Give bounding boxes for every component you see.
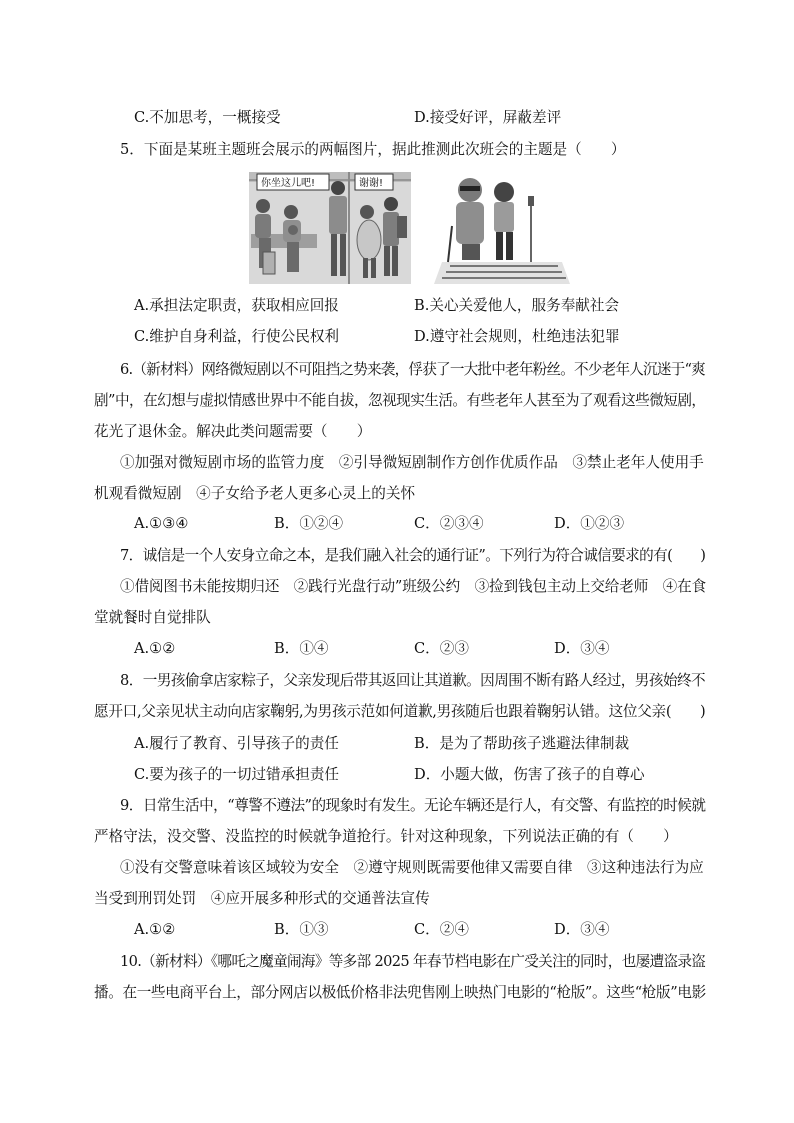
- q8-option-c: C.要为孩子的一切过错承担责任: [134, 766, 340, 783]
- q7-option-a: A.①②: [134, 640, 176, 657]
- q9-option-c: C．②④: [414, 921, 469, 938]
- q7-option-d: D．③④: [554, 640, 610, 657]
- q6-option-c: C．②③④: [414, 515, 484, 532]
- q5-option-b: B.关心关爱他人，服务奉献社会: [414, 297, 620, 314]
- q6-option-b: B．①②④: [274, 515, 344, 532]
- q6-stem-line1: 6.（新材料）网络微短剧以不可阻挡之势来袭，俘获了一大批中老年粉丝。不少老年人沉迷于“爽: [120, 361, 705, 378]
- q4-option-c: C.不加思考，一概接受: [134, 109, 281, 126]
- q5-stem: 5．下面是某班主题班会展示的两幅图片，据此推测此次班会的主题是（ ）: [120, 141, 626, 158]
- q8-option-b: B．是为了帮助孩子逃避法律制裁: [414, 735, 630, 752]
- q9-option-a: A.①②: [134, 921, 176, 938]
- q7-option-b: B．①④: [274, 640, 329, 657]
- q9-stem-line2: 严格守法，没交警、没监控的时候就争道抢行。针对这种现象，下列说法正确的有（ ）: [94, 828, 678, 845]
- q6-items-line1: ①加强对微短剧市场的监管力度 ②引导微短剧制作方创作优质作品 ③禁止老年人使用手: [120, 454, 704, 471]
- q8-option-a: A.履行了教育、引导孩子的责任: [134, 735, 339, 752]
- q8-option-d: D．小题大做，伤害了孩子的自尊心: [414, 766, 645, 783]
- q9-items-line1: ①没有交警意味着该区域较为安全 ②遵守规则既需要他律又需要自律 ③这种违法行为应: [120, 859, 704, 876]
- q6-option-a: A.①③④: [134, 515, 189, 532]
- q7-stem: 7．诚信是一个人安身立命之本，是我们融入社会的通行证”。下列行为符合诚信要求的有( ): [120, 547, 706, 564]
- q4-option-d: D.接受好评，屏蔽差评: [414, 109, 562, 126]
- q6-stem-line3: 花光了退休金。解决此类问题需要（ ）: [94, 423, 372, 440]
- q9-items-line2: 当受到刑罚处罚 ④应开展多种形式的交通普法宣传: [94, 890, 430, 907]
- q10-stem-line2: 播。在一些电商平台上，部分网店以极低价格非法兜售刚上映热门电影的“枪版”。这些“枪版”电影: [94, 984, 706, 1001]
- q5-option-c: C.维护自身利益，行使公民权利: [134, 328, 340, 345]
- q9-option-b: B．①③: [274, 921, 329, 938]
- q9-option-d: D．③④: [554, 921, 610, 938]
- q6-items-line2: 机观看微短剧 ④子女给予老人更多心灵上的关怀: [94, 485, 416, 502]
- q6-stem-line2: 剧”中，在幻想与虚拟情感世界中不能自拔，忽视现实生活。有些老年人甚至为了观看这些微短剧，: [94, 392, 706, 409]
- q6-option-d: D．①②③: [554, 515, 625, 532]
- q10-stem-line1: 10.（新材料）《哪吒之魔童闹海》等多部 2025 年春节档电影在广受关注的同时，也屡遭盗录盗: [120, 953, 706, 970]
- q8-stem-line2: 愿开口,父亲见状主动向店家鞠躬,为男孩示范如何道歉,男孩随后也跟着鞠躬认错。这位父亲( ): [94, 703, 706, 720]
- q7-items-line2: 堂就餐时自觉排队: [94, 609, 211, 626]
- q5-option-d: D.遵守社会规则，杜绝违法犯罪: [414, 328, 620, 345]
- q9-stem-line1: 9．日常生活中，“尊警不遵法”的现象时有发生。无论车辆还是行人，有交警、有监控的时候就: [120, 797, 706, 814]
- bubble-thanks: 谢谢!: [359, 178, 384, 189]
- q7-option-c: C．②③: [414, 640, 469, 657]
- crossing-help-illustration: [434, 170, 570, 284]
- q7-items-line1: ①借阅图书未能按期归还 ②践行光盘行动”班级公约 ③捡到钱包主动上交给老师 ④在食: [120, 578, 707, 595]
- q5-option-a: A.承担法定职责，获取相应回报: [134, 297, 339, 314]
- bus-seat-offer-illustration: [249, 172, 411, 284]
- q8-stem-line1: 8．一男孩偷拿店家粽子，父亲发现后带其返回让其道歉。因周围不断有路人经过，男孩始终不: [120, 672, 706, 689]
- bubble-offer-seat: 你坐这儿吧!: [261, 178, 316, 189]
